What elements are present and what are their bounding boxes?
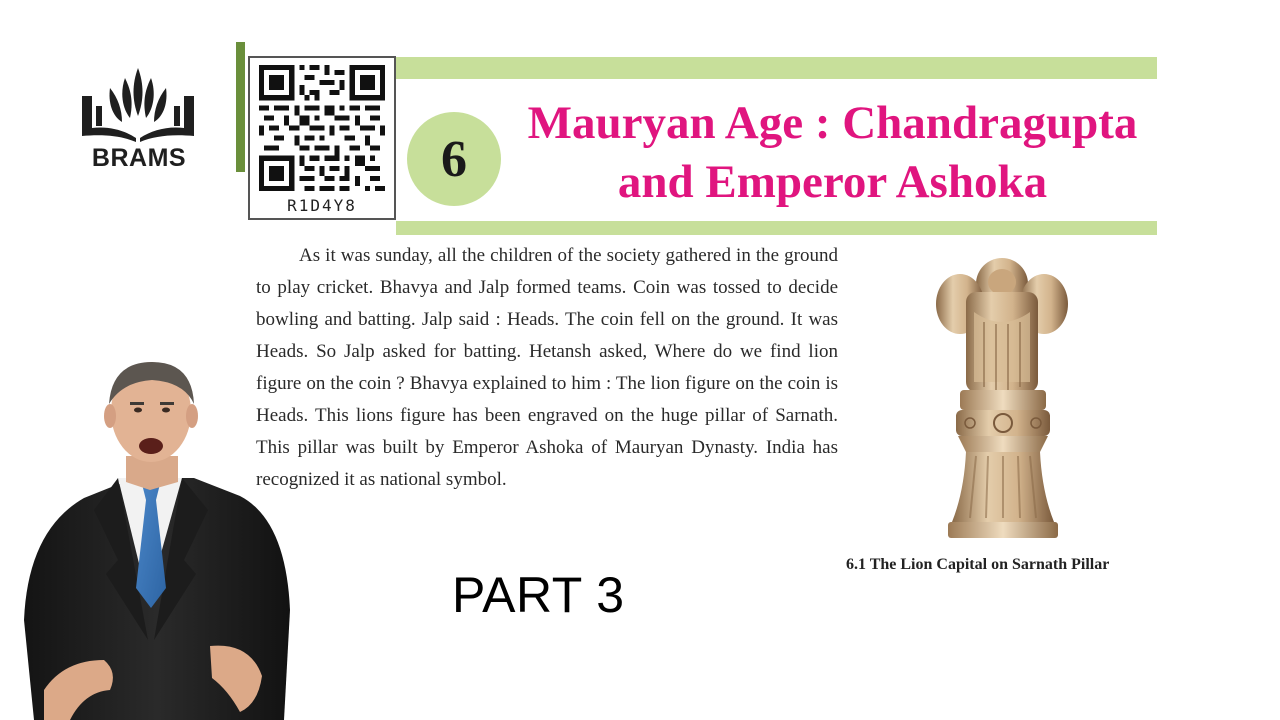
lion-capital-pillar-image <box>930 252 1075 542</box>
chapter-number-badge <box>407 112 501 206</box>
figure-caption: 6.1 The Lion Capital on Sarnath Pillar <box>846 556 1110 573</box>
header-band-bottom <box>396 221 1157 235</box>
qr-code-icon <box>259 65 385 191</box>
qr-code-id: R1D4Y8 <box>287 196 357 215</box>
chapter-title-line1: Mauryan Age : Chandragupta <box>527 97 1138 149</box>
part-label: PART 3 <box>452 567 625 623</box>
accent-bar <box>236 42 245 172</box>
header-band-top <box>396 57 1157 79</box>
chapter-title <box>510 94 1155 212</box>
qr-code-box <box>248 56 396 220</box>
book-flame-icon <box>78 66 198 144</box>
chapter-title-line2: and Emperor Ashoka <box>617 156 1048 208</box>
story-paragraph: As it was sunday, all the children of the society gathered in the ground to play cricket. Bhavya and Jalp formed teams. Coin was tossed to decide bowling and batting. Jalp said : Heads. The coin fell on the ground. It was Heads. So Jalp asked for batting. Hetansh asked, Where do we find lion figure on the coin ? Bhavya explained to him : The lion figure on the coin is Heads. This lions figure has been engraved on the huge pillar of Sarnath. This pillar was built by Emperor Ashoka of Mauryan Dynasty. India has recognized it as national symbol. <box>256 245 838 490</box>
logo-text: BRAMS <box>91 144 187 172</box>
chapter-number: 6 <box>441 130 467 188</box>
brams-logo <box>78 66 198 176</box>
presenter-image <box>14 360 300 720</box>
